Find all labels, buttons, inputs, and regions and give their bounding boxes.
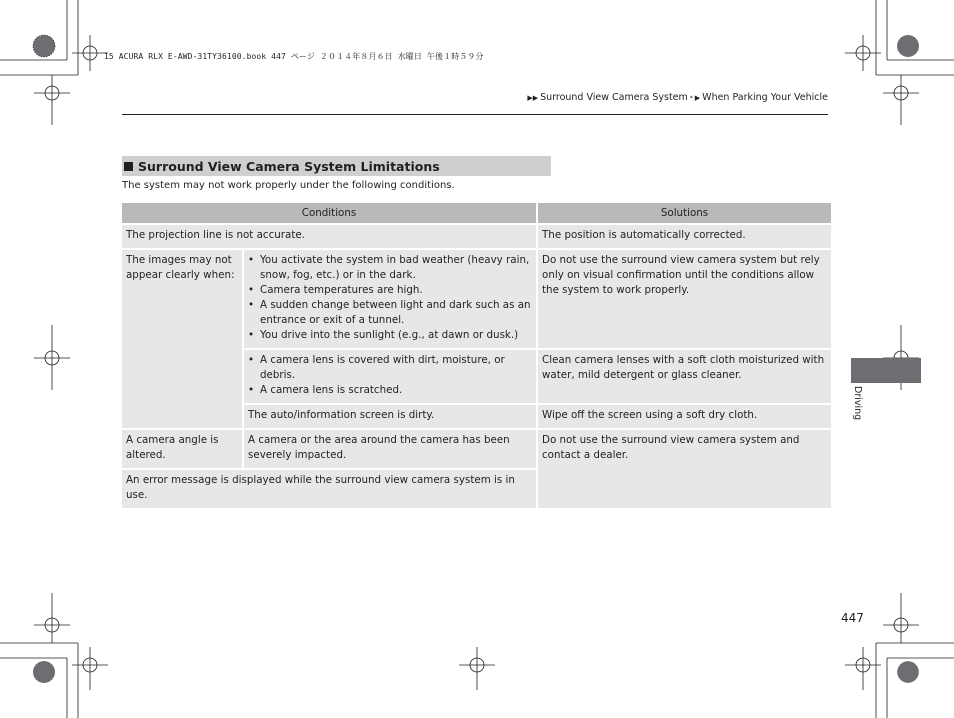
section-heading [122,156,551,176]
condition-group-label: The images may not appear clearly when: [122,250,242,428]
list-item: • A sudden change between light and dark such as an entrance or exit of a tunnel. [260,298,532,328]
breadcrumb-part2: When Parking Your Vehicle [702,92,828,103]
breadcrumb-arrow-icon: ▶ [694,94,701,102]
condition-cell [244,250,536,348]
print-header: 15 ACURA RLX E-AWD-31TY36100.book 447 ページ ２０１４年８月６日 水曜日 午後１時５９分 [104,52,484,61]
section-intro: The system may not work properly under the following conditions. [122,180,455,191]
condition-cell: A camera or the area around the camera has been severely impacted. [244,430,536,468]
condition-list [248,253,532,343]
solution-cell: Wipe off the screen using a soft dry cloth. [538,405,831,428]
condition-cell: An error message is displayed while the surround view camera system is in use. [122,470,536,508]
table-header-row [122,203,831,223]
breadcrumb-part1: Surround View Camera System [540,92,688,103]
section-heading-text: Surround View Camera System Limitations [138,158,440,174]
solution-cell: Do not use the surround view camera system and contact a dealer. [538,430,831,508]
condition-cell: The projection line is not accurate. [122,225,536,248]
page-number: 447 [841,611,864,625]
breadcrumb [527,92,828,103]
breadcrumb-asterisk: * [689,95,693,102]
table-row [122,225,831,248]
condition-cell: The auto/information screen is dirty. [244,405,536,428]
header-conditions: Conditions [122,203,536,223]
header-solutions: Solutions [538,203,831,223]
list-item: • You drive into the sunlight (e.g., at dawn or dusk.) [260,328,532,343]
solution-cell: Clean camera lenses with a soft cloth moisturized with water, mild detergent or glass cleaner. [538,350,831,403]
heading-square-icon [124,162,133,171]
condition-group-label: A camera angle is altered. [122,430,242,468]
solution-cell: Do not use the surround view camera system but rely only on visual confirmation until the conditions allow the system to work properly. [538,250,831,348]
header-rule [122,114,828,115]
breadcrumb-arrow-icon: ▶▶ [527,94,539,102]
list-item: • A camera lens is covered with dirt, moisture, or debris. [260,353,532,383]
table-row [122,250,831,348]
list-item: • A camera lens is scratched. [260,383,532,398]
list-item: • Camera temperatures are high. [260,283,532,298]
condition-list [248,353,532,398]
chapter-tab [851,358,921,383]
condition-cell [244,350,536,403]
chapter-tab-label: Driving [852,386,863,421]
list-item: • You activate the system in bad weather (heavy rain, snow, fog, etc.) or in the dark. [260,253,532,283]
solution-cell: The position is automatically corrected. [538,225,831,248]
limitations-table [120,201,833,510]
table-row [122,430,831,468]
